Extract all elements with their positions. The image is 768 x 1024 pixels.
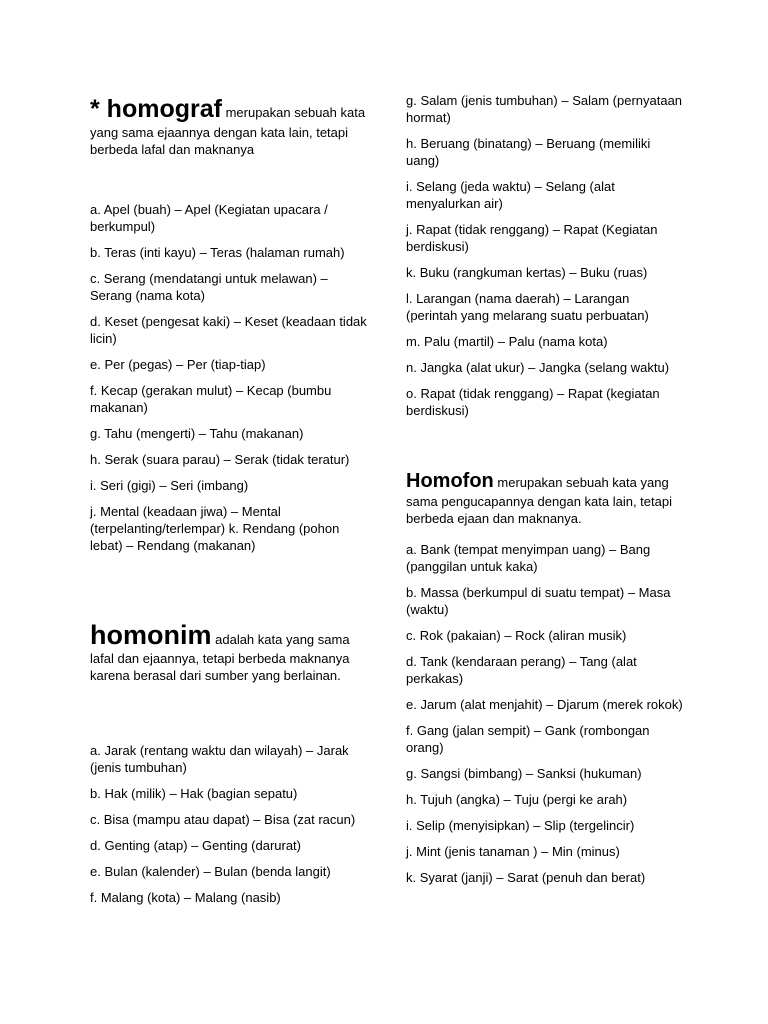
homonim-heading: homonim	[90, 620, 212, 650]
list-item: i. Selip (menyisipkan) – Slip (tergelincir)	[406, 818, 635, 833]
list-item: j. Mental (keadaan jiwa) – Mental (terpelanting/terlempar) k. Rendang (pohon lebat) – Rendang (makanan)	[90, 504, 340, 553]
homofon-list	[406, 541, 684, 886]
list-item: i. Selang (jeda waktu) – Selang (alat menyalurkan air)	[406, 179, 615, 211]
list-item: j. Mint (jenis tanaman ) – Min (minus)	[406, 844, 620, 859]
list-item: d. Keset (pengesat kaki) – Keset (keadaan tidak licin)	[90, 314, 367, 346]
list-item: e. Bulan (kalender) – Bulan (benda langit)	[90, 864, 331, 879]
list-item: h. Tujuh (angka) – Tuju (pergi ke arah)	[406, 792, 628, 807]
list-item: f. Gang (jalan sempit) – Gank (rombongan orang)	[406, 723, 650, 755]
list-item: c. Serang (mendatangi untuk melawan) – Serang (nama kota)	[90, 271, 328, 303]
list-item: h. Beruang (binatang) – Beruang (memiliki uang)	[406, 136, 651, 168]
list-item: g. Tahu (mengerti) – Tahu (makanan)	[90, 426, 304, 441]
list-item: g. Sangsi (bimbang) – Sanksi (hukuman)	[406, 766, 642, 781]
homonim-intro-paragraph	[90, 620, 368, 684]
homograf-intro: merupakan sebuah kata yang sama ejaannya dengan kata lain, tetapi berbeda lafal dan maknanya	[90, 105, 366, 157]
homograf-section	[90, 94, 368, 158]
homofon-list-container	[406, 541, 684, 895]
list-item: j. Rapat (tidak renggang) – Rapat (Kegiatan berdiskusi)	[406, 222, 658, 254]
homofon-intro-paragraph	[406, 469, 684, 527]
list-item: e. Per (pegas) – Per (tiap-tiap)	[90, 357, 266, 372]
list-item: g. Salam (jenis tumbuhan) – Salam (pernyataan hormat)	[406, 93, 683, 125]
homograf-intro-paragraph	[90, 94, 368, 158]
list-item: m. Palu (martil) – Palu (nama kota)	[406, 334, 608, 349]
homograf-list-container	[90, 201, 368, 563]
homograf-heading: * homograf	[90, 95, 222, 123]
homonim-section	[90, 620, 368, 684]
homonim-list-container	[90, 742, 368, 915]
list-item: d. Genting (atap) – Genting (darurat)	[90, 838, 302, 853]
homonim-list-continued	[406, 92, 684, 419]
list-item: i. Seri (gigi) – Seri (imbang)	[90, 478, 249, 493]
list-item: f. Malang (kota) – Malang (nasib)	[90, 890, 281, 905]
list-item: a. Bank (tempat menyimpan uang) – Bang (panggilan untuk kaka)	[406, 542, 651, 574]
list-item: e. Jarum (alat menjahit) – Djarum (merek rokok)	[406, 697, 683, 712]
list-item: n. Jangka (alat ukur) – Jangka (selang waktu)	[406, 360, 670, 375]
list-item: b. Hak (milik) – Hak (bagian sepatu)	[90, 786, 298, 801]
list-item: c. Bisa (mampu atau dapat) – Bisa (zat racun)	[90, 812, 356, 827]
homofon-intro: merupakan sebuah kata yang sama pengucapannya dengan kata lain, tetapi berbeda ejaan dan maknanya.	[406, 475, 672, 526]
homonim-intro: adalah kata yang sama lafal dan ejaannya, tetapi berbeda maknanya karena berasal dari sumber yang berlainan.	[90, 632, 350, 683]
list-item: c. Rok (pakaian) – Rock (aliran musik)	[406, 628, 627, 643]
list-item: l. Larangan (nama daerah) – Larangan (perintah yang melarang suatu perbuatan)	[406, 291, 649, 323]
list-item: k. Syarat (janji) – Sarat (penuh dan berat)	[406, 870, 646, 885]
homonim-list	[90, 742, 368, 906]
list-item: k. Buku (rangkuman kertas) – Buku (ruas)	[406, 265, 648, 280]
list-item: o. Rapat (tidak renggang) – Rapat (kegiatan berdiskusi)	[406, 386, 660, 418]
homofon-heading: Homofon	[406, 470, 494, 492]
list-item: a. Jarak (rentang waktu dan wilayah) – Jarak (jenis tumbuhan)	[90, 743, 349, 775]
list-item: a. Apel (buah) – Apel (Kegiatan upacara / berkumpul)	[90, 202, 328, 234]
list-item: h. Serak (suara parau) – Serak (tidak teratur)	[90, 452, 350, 467]
list-item: d. Tank (kendaraan perang) – Tang (alat perkakas)	[406, 654, 637, 686]
homonim-list-continued-container	[406, 92, 684, 428]
list-item: f. Kecap (gerakan mulut) – Kecap (bumbu makanan)	[90, 383, 332, 415]
homograf-list	[90, 201, 368, 554]
homofon-section	[406, 469, 684, 527]
list-item: b. Massa (berkumpul di suatu tempat) – Masa (waktu)	[406, 585, 671, 617]
list-item: b. Teras (inti kayu) – Teras (halaman rumah)	[90, 245, 345, 260]
